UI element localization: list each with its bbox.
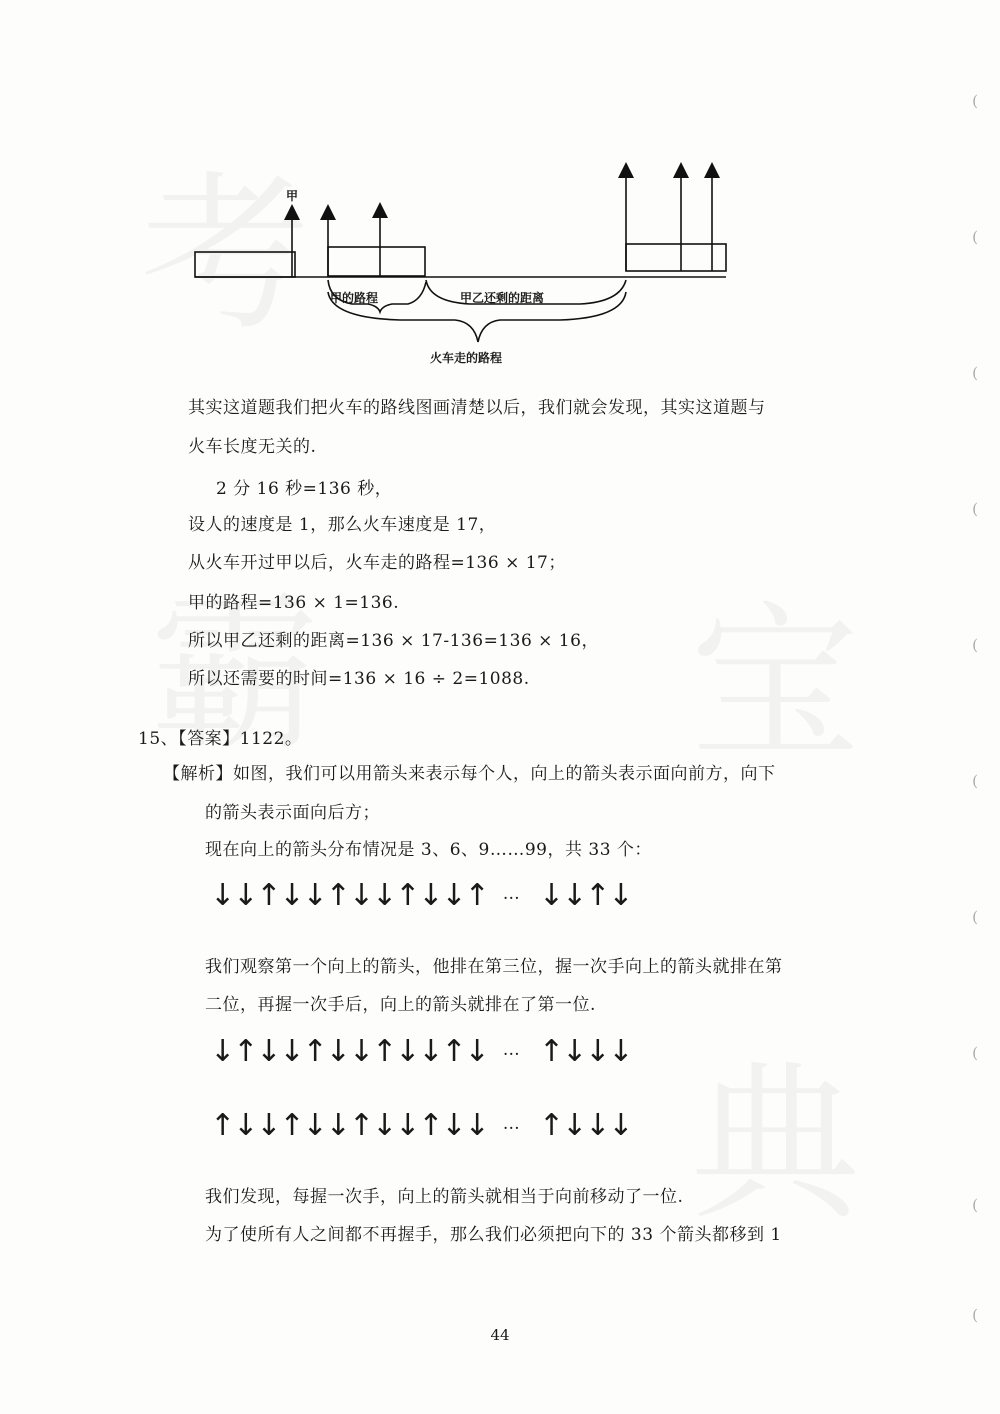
binder-hole-icon: ( xyxy=(972,908,978,926)
binder-hole-icon: ( xyxy=(972,1044,978,1062)
arrow-sequence-left: ↓↑↓↓↑↓↓↑↓↓↑↓ xyxy=(210,1034,488,1069)
text-line: 设人的速度是 1，那么火车速度是 17， xyxy=(188,515,497,535)
arrow-row-after-two-handshakes xyxy=(210,1108,631,1143)
train-box-jia xyxy=(328,247,425,276)
text-line: 我们发现，每握一次手，向上的箭头就相当于向前移动了一位. xyxy=(205,1187,684,1207)
watermark-char xyxy=(690,600,860,770)
arrow-sequence-right: ↓↓↑↓ xyxy=(538,878,632,913)
page-number: 44 xyxy=(490,1326,510,1344)
ellipsis: … xyxy=(502,884,524,904)
text-line: 的箭头表示面向后方； xyxy=(205,803,380,823)
binder-hole-icon: ( xyxy=(972,92,978,110)
text-line: 为了使所有人之间都不再握手，那么我们必须把向下的 33 个箭头都移到 1 xyxy=(205,1225,782,1245)
train-box-end xyxy=(626,244,726,271)
arrow-row-after-one-handshake xyxy=(210,1034,631,1069)
arrow-sequence-right: ↑↓↓↓ xyxy=(538,1034,632,1069)
train-route-diagram xyxy=(0,0,1000,380)
binder-hole-icon: ( xyxy=(972,1306,978,1324)
watermark-char xyxy=(690,1060,860,1230)
label-train-path: 火车走的路程 xyxy=(430,351,503,365)
text-line: 其实这道题我们把火车的路线图画清楚以后，我们就会发现，其实这道题与 xyxy=(188,398,766,418)
label-jia-path: 甲的路程 xyxy=(330,291,379,305)
arrow-sequence-right: ↑↓↓↓ xyxy=(538,1108,632,1143)
text-line: 从火车开过甲以后，火车走的路程=136 × 17； xyxy=(188,553,566,573)
text-line: 所以甲乙还剩的距离=136 × 17-136=136 × 16， xyxy=(188,631,599,651)
binder-hole-icon: ( xyxy=(972,1196,978,1214)
answer-heading: 15、【答案】1122。 xyxy=(138,729,303,749)
text-line: 我们观察第一个向上的箭头，他排在第三位，握一次手向上的箭头就排在第 xyxy=(205,957,783,977)
label-jia: 甲 xyxy=(286,189,299,203)
text-line: 二位，再握一次手后，向上的箭头就排在了第一位. xyxy=(205,995,596,1015)
arrow-row-initial xyxy=(210,878,631,913)
arrow-sequence-left: ↑↓↓↑↓↓↑↓↓↑↓↓ xyxy=(210,1108,488,1143)
ellipsis: … xyxy=(502,1114,524,1134)
binder-hole-icon: ( xyxy=(972,228,978,246)
arrow-sequence-left: ↓↓↑↓↓↑↓↓↑↓↓↑ xyxy=(210,878,488,913)
text-line: 甲的路程=136 × 1=136. xyxy=(188,593,400,613)
ellipsis: … xyxy=(502,1040,524,1060)
label-remaining-distance: 甲乙还剩的距离 xyxy=(460,291,545,305)
analysis-line: 【解析】如图，我们可以用箭头来表示每个人，向上的箭头表示面向前方，向下 xyxy=(163,764,776,784)
binder-hole-icon: ( xyxy=(972,636,978,654)
text-line: 现在向上的箭头分布情况是 3、6、9……99，共 33 个： xyxy=(205,840,652,860)
text-line: 2 分 16 秒=136 秒， xyxy=(216,479,393,499)
train-box-start xyxy=(195,252,295,277)
text-line: 所以还需要的时间=136 × 16 ÷ 2=1088. xyxy=(188,669,530,689)
binder-hole-icon: ( xyxy=(972,772,978,790)
text-line: 火车长度无关的. xyxy=(188,437,317,457)
binder-hole-icon: ( xyxy=(972,364,978,382)
binder-hole-icon: ( xyxy=(972,500,978,518)
